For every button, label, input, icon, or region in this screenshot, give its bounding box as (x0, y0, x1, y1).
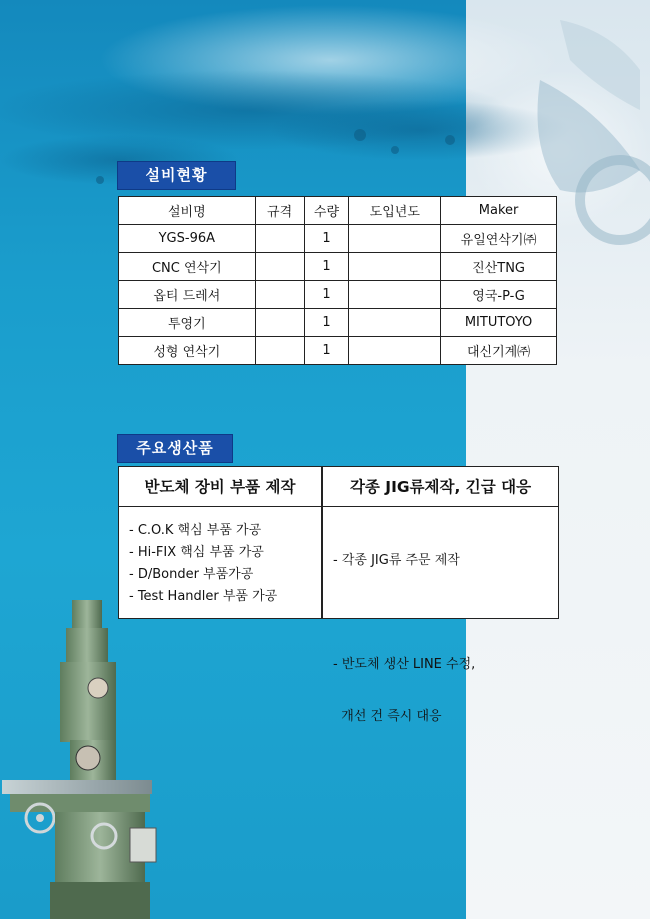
list-item: - Test Handler 부품 가공 (129, 589, 278, 604)
equipment-table-header-row (119, 197, 557, 225)
equipment-maker-cell: 진산TNG (441, 253, 557, 281)
list-item: - 반도체 생산 LINE 수정, (333, 657, 476, 672)
equipment-name-cell: 옵티 드레셔 (119, 281, 256, 309)
equipment-spec-cell (255, 281, 304, 309)
equipment-year-cell (349, 309, 441, 337)
column-header: 규격 (255, 197, 304, 225)
equipment-qty-cell: 1 (304, 225, 349, 253)
list-item (333, 602, 475, 624)
column-header: 설비명 (119, 197, 256, 225)
equipment-year-cell (349, 225, 441, 253)
equipment-maker-cell: 유일연삭기㈜ (441, 225, 557, 253)
table-row (119, 337, 557, 365)
equipment-name-cell: YGS-96A (119, 225, 256, 253)
equipment-qty-cell: 1 (304, 309, 349, 337)
table-row (119, 309, 557, 337)
equipment-year-cell (349, 337, 441, 365)
list-item: - Hi-FIX 핵심 부품 가공 (129, 545, 264, 560)
equipment-spec-cell (255, 225, 304, 253)
table-row (119, 281, 557, 309)
equipment-spec-cell (255, 253, 304, 281)
equipment-name-cell: 성형 연삭기 (119, 337, 256, 365)
table-row (119, 253, 557, 281)
equipment-maker-cell: 영국-P-G (441, 281, 557, 309)
equipment-maker-cell: MITUTOYO (441, 309, 557, 337)
equipment-year-cell (349, 281, 441, 309)
equipment-table (118, 196, 557, 365)
equipment-spec-cell (255, 337, 304, 365)
equipment-name-cell: 투영기 (119, 309, 256, 337)
equipment-year-cell (349, 253, 441, 281)
products-left-header: 반도체 장비 부품 제작 (144, 478, 296, 496)
table-row (119, 225, 557, 253)
milling-machine-illustration (0, 590, 170, 919)
equipment-section-title: 설비현황 (117, 161, 236, 190)
products-right-list (333, 520, 475, 758)
products-box (118, 466, 559, 724)
list-item: - C.O.K 핵심 부품 가공 (129, 523, 262, 538)
equipment-name-cell: CNC 연삭기 (119, 253, 256, 281)
list-item: - D/Bonder 부품가공 (129, 567, 254, 582)
column-header: Maker (441, 197, 557, 225)
column-header: 수량 (304, 197, 349, 225)
equipment-spec-cell (255, 309, 304, 337)
products-right-header: 각종 JIG류제작, 긴급 대응 (349, 478, 532, 496)
list-item: 개선 건 즉시 대응 (333, 709, 442, 724)
products-section-title: 주요생산품 (117, 434, 233, 463)
equipment-qty-cell: 1 (304, 253, 349, 281)
equipment-qty-cell: 1 (304, 281, 349, 309)
equipment-qty-cell: 1 (304, 337, 349, 365)
column-header: 도입년도 (349, 197, 441, 225)
equipment-maker-cell: 대신기계㈜ (441, 337, 557, 365)
list-item: - 각종 JIG류 주문 제작 (333, 553, 460, 568)
